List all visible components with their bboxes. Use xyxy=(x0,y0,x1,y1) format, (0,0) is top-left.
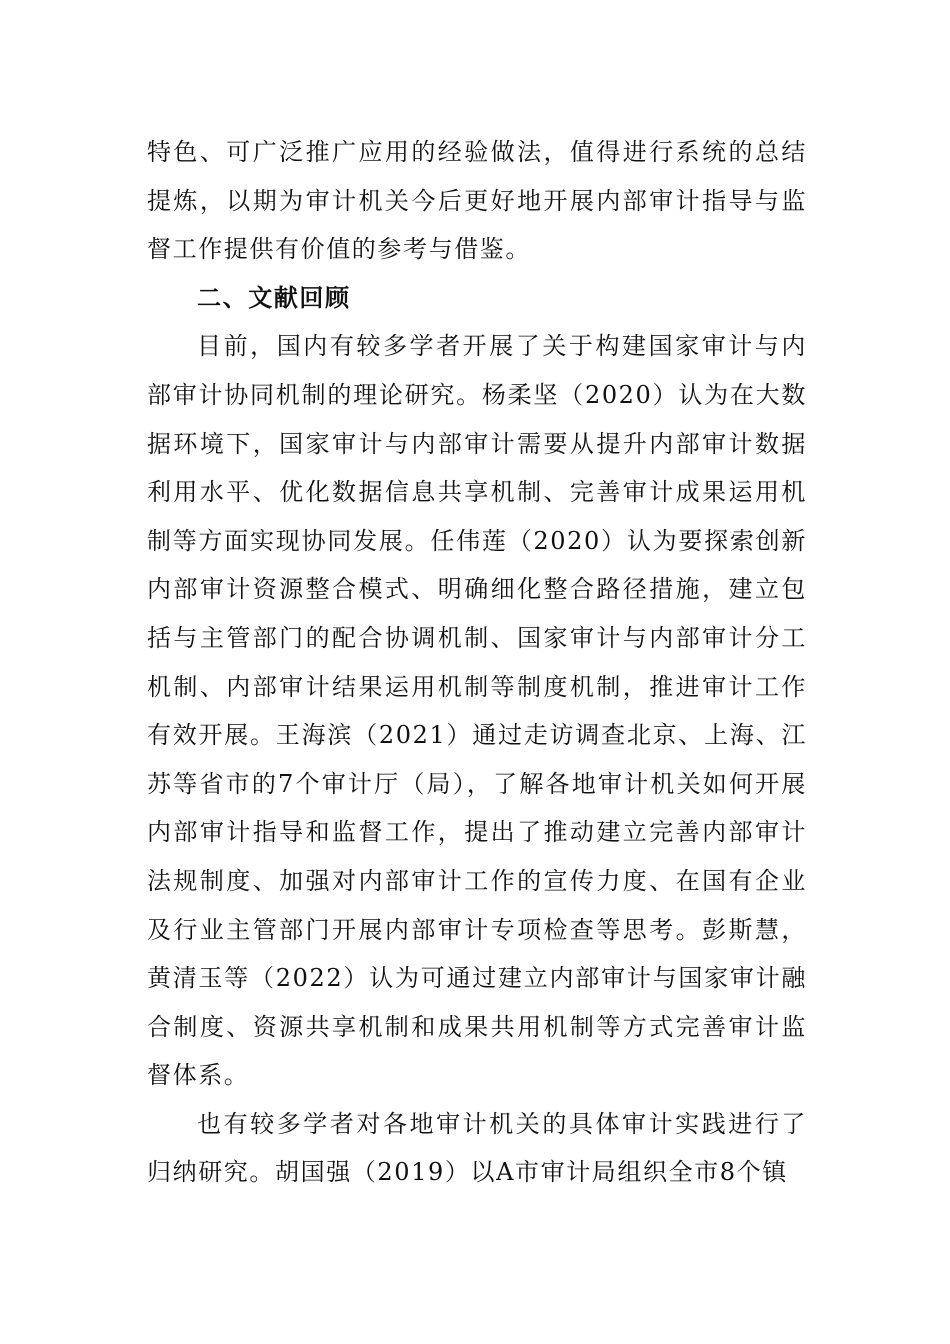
section-heading: 二、文献回顾 xyxy=(197,283,351,312)
document-page xyxy=(147,128,807,1197)
body-paragraph-2: 也有较多学者对各地审计机关的具体审计实践进行了归纳研究。胡国强（2019）以A市审计局组织全市8个镇 xyxy=(147,1109,807,1187)
body-paragraph-1: 目前，国内有较多学者开展了关于构建国家审计与内部审计协同机制的理论研究。杨柔坚（2020）认为在大数据环境下，国家审计与内部审计需要从提升内部审计数据利用水平、优化数据信息共享机制、完善审计成果运用机制等方面实现协同发展。任伟莲（2020）认为要探索创新内部审计资源整合模式、明确细化整合路径措施，建立包括与主管部门的配合协调机制、国家审计与内部审计分工机制、内部审计结果运用机制等制度机制，推进审计工作有效开展。王海滨（2021）通过走访调查北京、上海、江苏等省市的7个审计厅（局），了解各地审计机关如何开展内部审计指导和监督工作，提出了推动建立完善内部审计法规制度、加强对内部审计工作的宣传力度、在国有企业及行业主管部门开展内部审计专项检查等思考。彭斯慧，黄清玉等（2022）认为可通过建立内部审计与国家审计融合制度、资源共享机制和成果共用机制等方式完善审计监督体系。 xyxy=(147,332,807,1090)
intro-paragraph: 特色、可广泛推广应用的经验做法，值得进行系统的总结提炼，以期为审计机关今后更好地开展内部审计指导与监督工作提供有价值的参考与借鉴。 xyxy=(147,138,807,264)
